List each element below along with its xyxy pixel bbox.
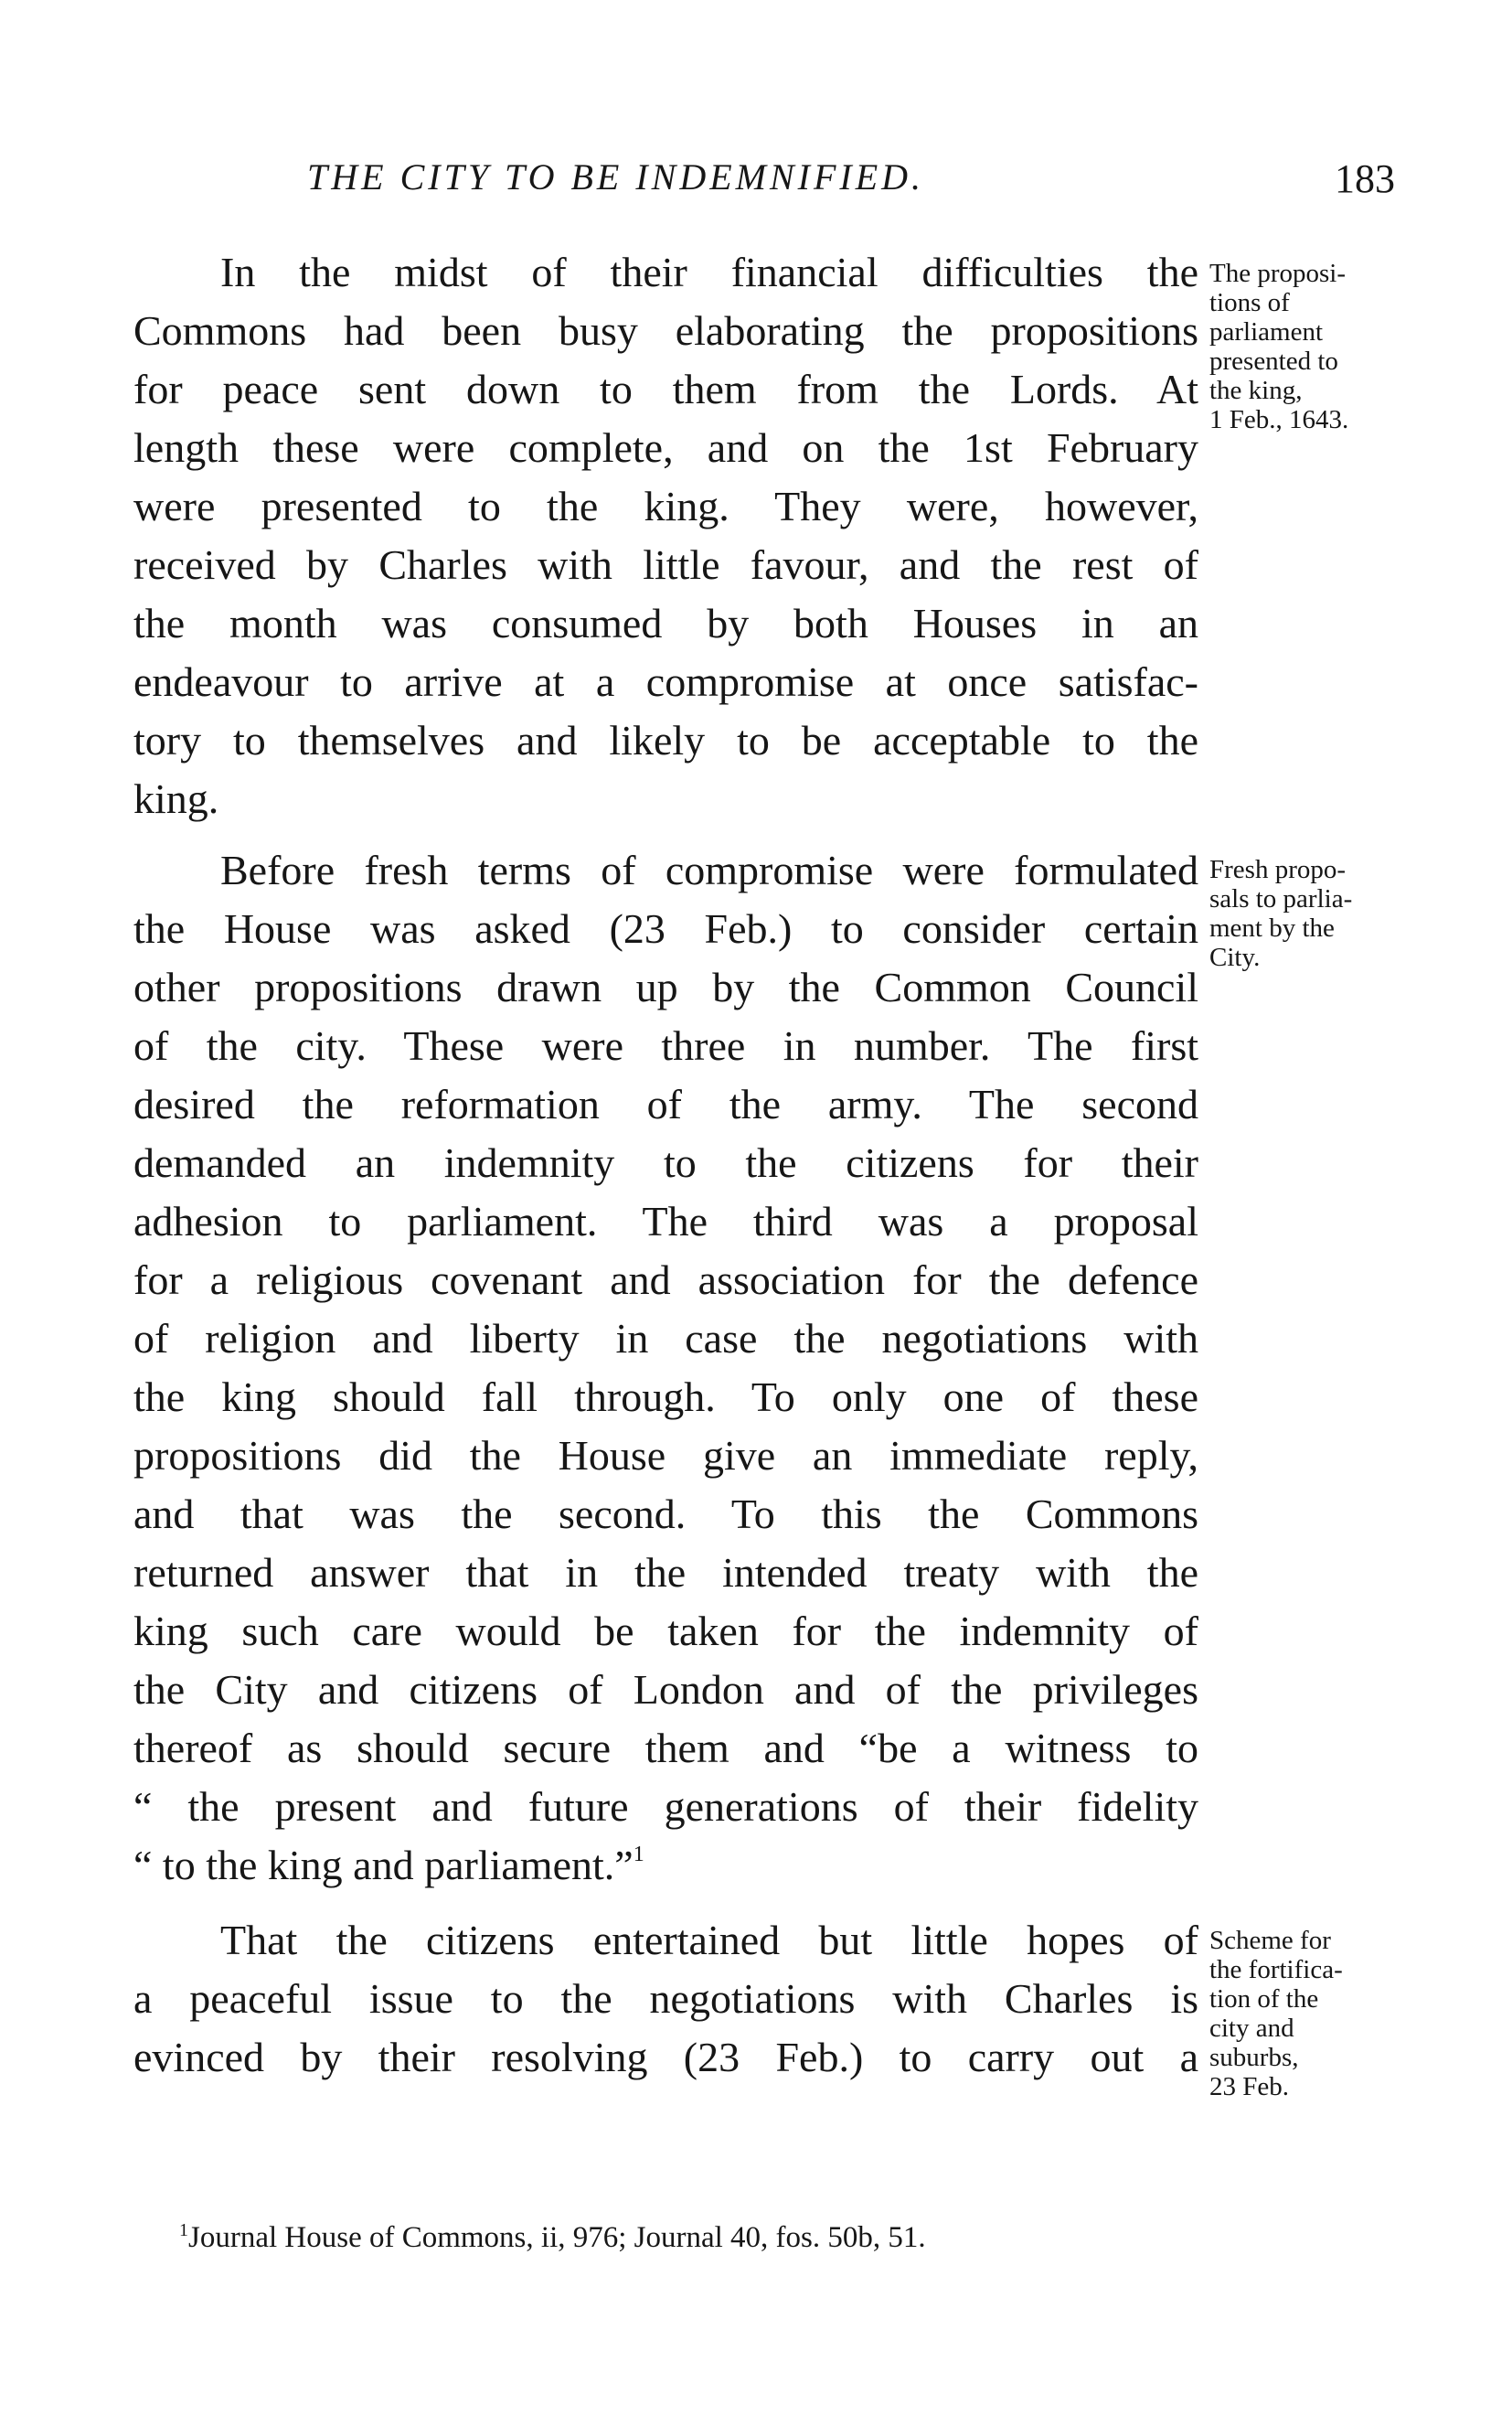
sidenote-line: The proposi- [1209, 259, 1346, 288]
footnote-text: Journal House of Commons, ii, 976; Journal 40, fos. 50b, 51. [188, 2221, 926, 2254]
footnote [179, 2220, 926, 2255]
text-line: of the city. These were three in number. The first [133, 1022, 1198, 1069]
sidenote-line: city and [1209, 2014, 1294, 2043]
text-line: demanded an indemnity to the citizens for their [133, 1139, 1198, 1186]
text-line: That the citizens entertained but little hopes of [220, 1917, 1198, 1963]
text-line: received by Charles with little favour, and the rest of [133, 541, 1198, 588]
text-line: In the midst of their financial difficulties the [220, 249, 1198, 295]
text-line: Commons had been busy elaborating the propositions [133, 307, 1198, 354]
text-line: Before fresh terms of compromise were formulated [220, 847, 1198, 893]
text-line: for a religious covenant and association for the defence [133, 1256, 1198, 1303]
text-line: and that was the second. To this the Commons [133, 1491, 1198, 1537]
sidenote-line: Scheme for [1209, 1926, 1331, 1955]
sidenote-line: 23 Feb. [1209, 2072, 1289, 2101]
text-line: propositions did the House give an immediate reply, [133, 1432, 1198, 1479]
sidenote-line: the fortifica- [1209, 1955, 1343, 1984]
sidenote-line: 1 Feb., 1643. [1209, 405, 1349, 434]
sidenote-line: tion of the [1209, 1984, 1319, 2014]
footnote-reference: 1 [633, 1843, 644, 1866]
paragraph-3 [133, 1911, 1198, 2087]
text-line: returned answer that in the intended treaty with the [133, 1549, 1198, 1596]
text-line: a peaceful issue to the negotiations with Charles is [133, 1975, 1198, 2022]
text-line: the month was consumed by both Houses in an [133, 600, 1198, 646]
paragraph-2 [133, 841, 1198, 1895]
sidenote-line: tions of [1209, 288, 1290, 317]
text-line: adhesion to parliament. The third was a proposal [133, 1198, 1198, 1245]
text-line: for peace sent down to them from the Lords. At [133, 366, 1198, 412]
text-line: were presented to the king. They were, however, [133, 483, 1198, 529]
sidenote-line: sals to parlia- [1209, 884, 1353, 914]
sidenote-2 [1209, 855, 1411, 972]
text-line: tory to themselves and likely to be acceptable to the [133, 717, 1198, 764]
text-line: the City and citizens of London and of the privileges [133, 1666, 1198, 1713]
text-line: “ to the king and parliament.” [133, 1842, 634, 1888]
text-line: king. [133, 775, 219, 822]
text-line: “ the present and future generations of their fidelity [133, 1783, 1198, 1830]
text-line: king such care would be taken for the indemnity of [133, 1608, 1198, 1654]
sidenote-line: suburbs, [1209, 2043, 1299, 2072]
text-line: of religion and liberty in case the negotiations with [133, 1315, 1198, 1362]
footnote-marker: 1 [179, 2220, 188, 2240]
sidenote-line: City. [1209, 943, 1261, 972]
text-line: the king should fall through. To only one of these [133, 1373, 1198, 1420]
text-line: the House was asked (23 Feb.) to consider certain [133, 905, 1198, 952]
sidenote-line: ment by the [1209, 914, 1335, 943]
sidenote-line: presented to [1209, 347, 1338, 376]
sidenote-1 [1209, 259, 1411, 434]
paragraph-1 [133, 243, 1198, 828]
sidenote-3 [1209, 1926, 1411, 2101]
text-line: evinced by their resolving (23 Feb.) to carry out a [133, 2034, 1198, 2080]
page-number: 183 [1335, 156, 1395, 201]
sidenote-line: parliament [1209, 317, 1324, 347]
text-line-last [133, 1836, 1198, 1895]
text-line: thereof as should secure them and “be a witness to [133, 1725, 1198, 1771]
text-line: endeavour to arrive at a compromise at once satisfac- [133, 658, 1198, 705]
text-line: length these were complete, and on the 1st February [133, 424, 1198, 471]
text-line: other propositions drawn up by the Common Council [133, 964, 1198, 1010]
sidenote-line: the king, [1209, 376, 1303, 405]
sidenote-line: Fresh propo- [1209, 855, 1347, 884]
text-line: desired the reformation of the army. The second [133, 1081, 1198, 1127]
running-head: THE CITY TO BE INDEMNIFIED. [307, 156, 925, 198]
